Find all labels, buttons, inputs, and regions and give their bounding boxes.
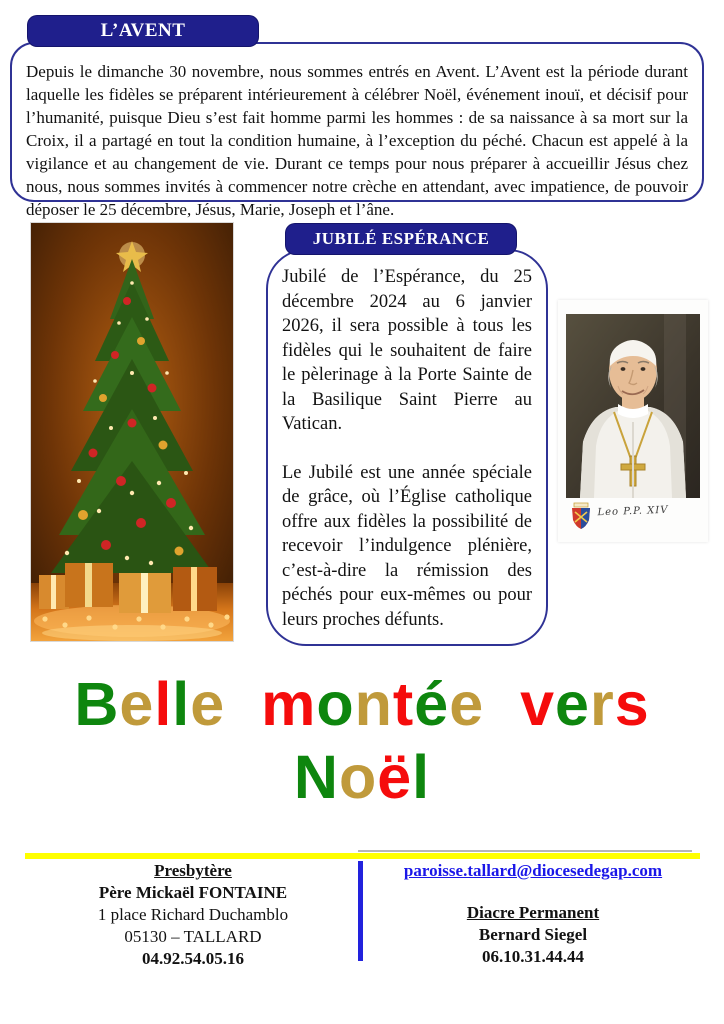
presbytery-address-line2: 05130 – TALLARD xyxy=(124,927,262,946)
pope-card-footer xyxy=(566,498,700,534)
priest-name: Père Mickaël FONTAINE xyxy=(98,883,288,902)
divider-thin-gray xyxy=(358,850,692,852)
presbytery-phone: 04.92.54.05.16 xyxy=(142,949,244,968)
jubile-paragraph-2: Le Jubilé est une année spéciale de grâce, où l’Église catholique offre aux fidèles la possibilité de recevoir l’indulgence plénière, c’est-à-dire la rémission des péchés pour eux-mêmes ou pour leurs proches défunts. xyxy=(282,462,532,630)
pope-portrait-illustration xyxy=(566,314,700,498)
pope-signature: Leo P.P. XIV xyxy=(597,504,669,519)
title-line-2: Noël xyxy=(293,743,431,811)
pope-portrait-image xyxy=(566,314,700,498)
avent-section-badge xyxy=(28,16,258,46)
footer-presbytery-block xyxy=(28,860,358,970)
divider-yellow xyxy=(25,853,700,859)
jubile-text-box xyxy=(266,249,548,646)
presbytery-address-line1: 1 place Richard Duchamblo xyxy=(97,905,289,924)
christmas-tree-illustration xyxy=(31,223,233,641)
jubile-badge-label: JUBILÉ ESPÉRANCE xyxy=(312,229,490,248)
deacon-heading: Diacre Permanent xyxy=(466,903,600,922)
jubile-section-badge xyxy=(286,224,516,254)
avent-body-text: Depuis le dimanche 30 novembre, nous sommes entrés en Avent. L’Avent est la période durant laquelle les fidèles se préparent intérieurement à célébrer Noël, événement inouï, et décisif pour l’humanité, puisque Dieu s’est fait homme parmi les hommes : de sa naissance à sa mort sur la Croix, il a partagé en tout la condition humaine, à l’exception du péché. Chacun est appelé à la vigilance et au changement de vie. Durant ce temps pour nous préparer à accueillir Jésus chez nous, nous sommes invités à commencer notre crèche en attendant, avec impatience, de pouvoir déposer le 25 décembre, Jésus, Marie, Joseph et l’âne. xyxy=(26,62,688,219)
christmas-title xyxy=(0,668,724,814)
deacon-phone: 06.10.31.44.44 xyxy=(482,947,584,966)
pope-portrait-card xyxy=(558,300,708,542)
deacon-name: Bernard Siegel xyxy=(478,925,588,944)
jubile-paragraph-1: Jubilé de l’Espérance, du 25 décembre 2024 au 6 janvier 2026, il sera possible à tous les fidèles qui le souhaitent de faire le pèlerinage à la Porte Sainte de la Basilique Saint Pierre au Vatican. xyxy=(282,267,532,434)
title-line-1: Belle montée vers xyxy=(74,670,650,738)
avent-badge-label: L’AVENT xyxy=(100,20,186,41)
presbytery-heading: Presbytère xyxy=(154,861,232,880)
divider-blue-vertical xyxy=(358,861,363,961)
footer-contact-block xyxy=(368,860,698,968)
christmas-tree-image xyxy=(30,222,234,642)
avent-text-box xyxy=(10,42,704,219)
parish-email-link[interactable]: paroisse.tallard@diocesedegap.com xyxy=(403,861,663,880)
